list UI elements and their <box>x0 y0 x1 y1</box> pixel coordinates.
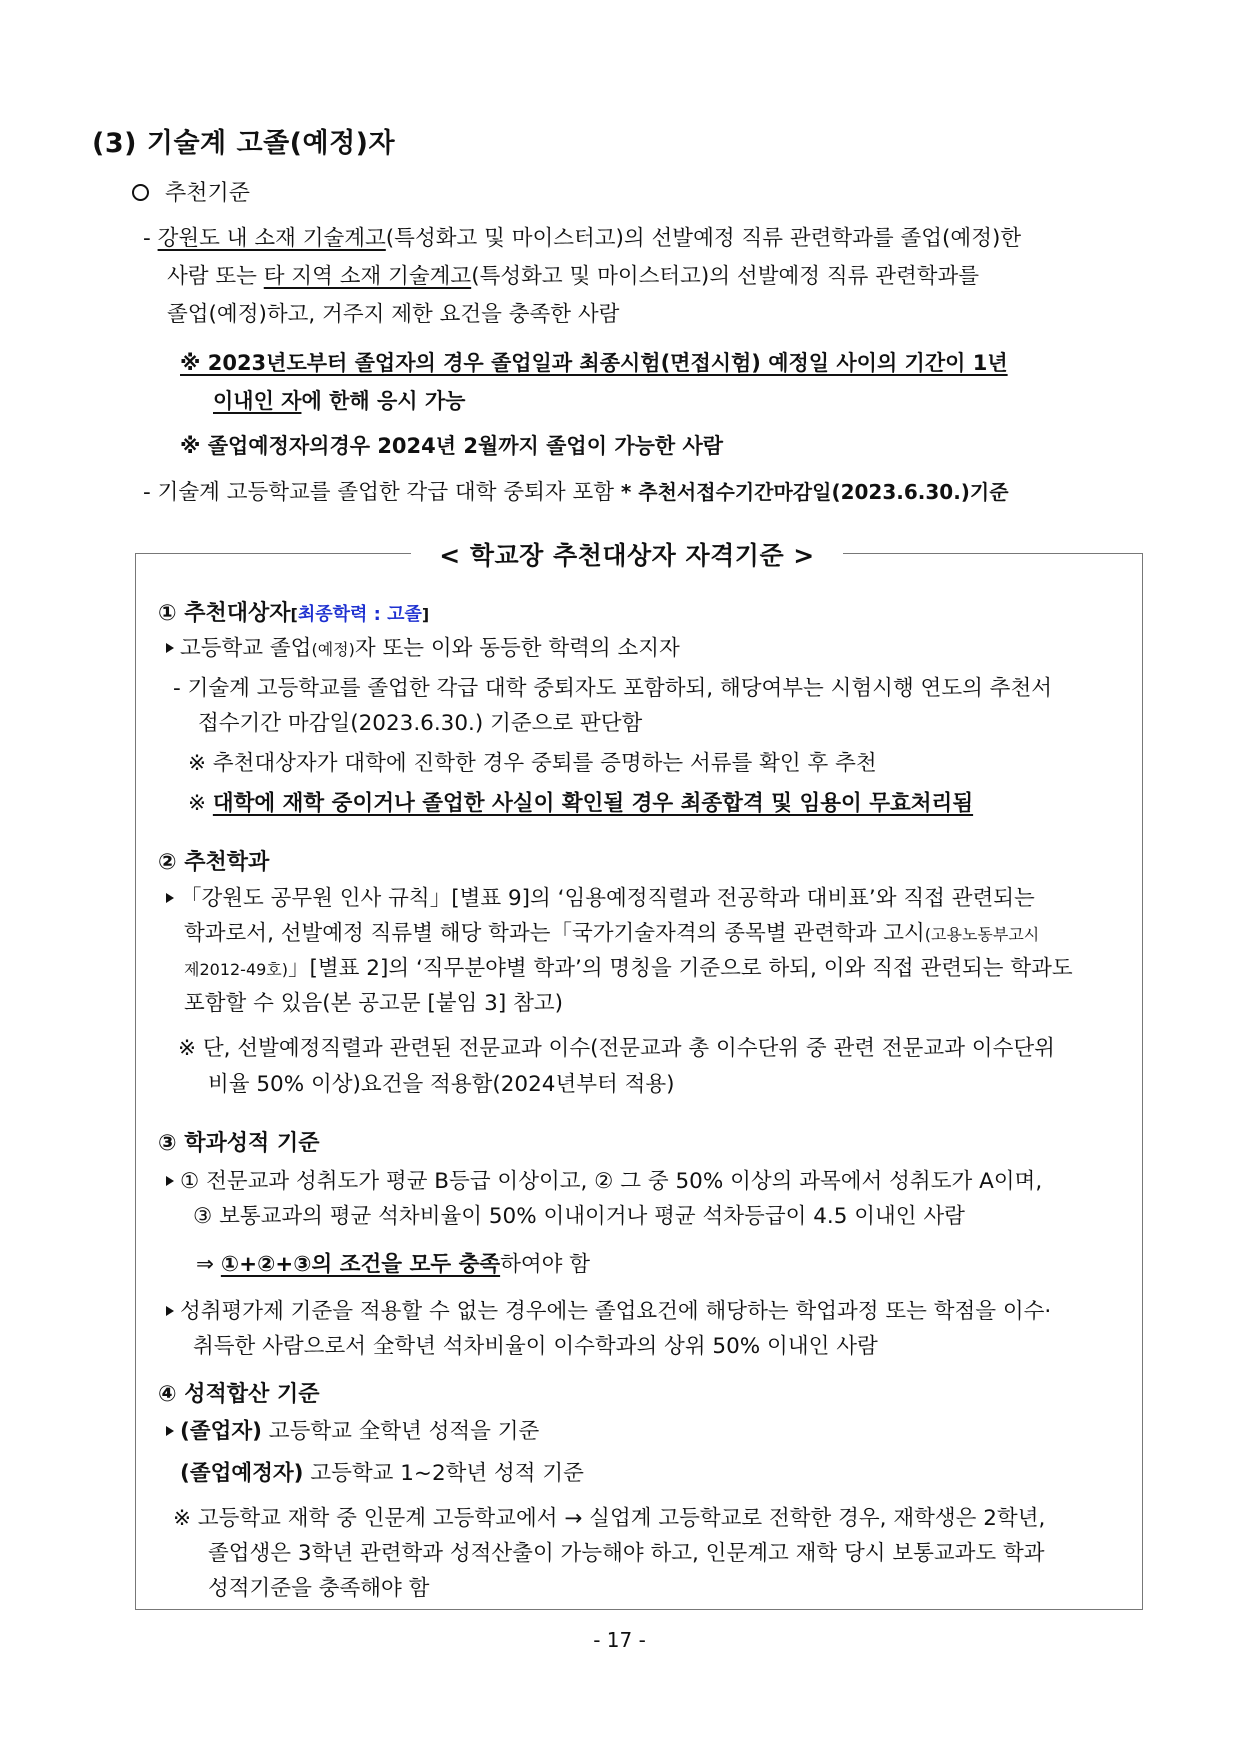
text: ※ <box>188 791 213 816</box>
box-title: < 학교장 추천대상자 자격기준 > <box>439 541 815 570</box>
s1-detail-1: - 기술계 고등학교를 졸업한 각급 대학 중퇴자도 포함하되, 해당여부는 시험시행 연도의 추천서 <box>173 676 1052 701</box>
dash: - <box>143 226 158 251</box>
section-title-text: ① 추천대상자 <box>158 601 291 626</box>
triangle-bullet-icon <box>166 643 174 653</box>
bracket: ] <box>421 605 430 624</box>
text: ⇒ <box>196 1252 221 1277</box>
criteria-line-2 <box>167 258 979 296</box>
text: 고등학교 졸업 <box>180 636 312 661</box>
s3-line-4 <box>166 1293 1051 1331</box>
triangle-bullet-icon <box>166 1306 174 1316</box>
final-education-highlight: 최종학력 : 고졸 <box>297 604 422 625</box>
text: (특성화고 및 마이스터고)의 선발예정 직류 관련학과를 졸업(예정)한 <box>385 226 1022 251</box>
text: 고등학교 全학년 성적을 기준 <box>261 1419 540 1444</box>
underlined-text: 타 지역 소재 기술계고 <box>263 264 472 289</box>
text: 하여야 함 <box>500 1252 591 1277</box>
s3-line-2: ③ 보통교과의 평균 석차비율이 50% 이내이거나 평균 석차등급이 4.5 이내인 사람 <box>193 1204 965 1229</box>
s2-line-2 <box>184 915 1039 954</box>
bold-label: (졸업자) <box>180 1419 262 1444</box>
triangle-bullet-icon <box>166 1426 174 1436</box>
section-4-title: ④ 성적합산 기준 <box>158 1382 320 1407</box>
s3-line-5: 취득한 사람으로서 全학년 석차비율이 이수학과의 상위 50% 이내인 사람 <box>193 1334 878 1359</box>
text: (특성화고 및 마이스터고)의 선발예정 직류 관련학과를 <box>471 264 980 289</box>
s4-note-3: 성적기준을 충족해야 함 <box>208 1576 430 1601</box>
bold-label: (졸업예정자) <box>180 1461 304 1486</box>
s4-line-1 <box>166 1413 539 1451</box>
note-expected-graduate: ※ 졸업예정자의경우 2024년 2월까지 졸업이 가능한 사람 <box>180 434 724 458</box>
criteria-line-3: 졸업(예정)하고, 거주지 제한 요건을 충족한 사람 <box>167 302 620 327</box>
s3-line-3 <box>196 1246 590 1284</box>
s2-line-3 <box>184 950 1073 989</box>
text: ① 전문교과 성취도가 평균 B등급 이상이고, ② 그 중 50% 이상의 과목에서 성취도가 A이며, <box>180 1169 1043 1194</box>
criteria-heading <box>132 176 250 207</box>
s1-note-1: ※ 추천대상자가 대학에 진학한 경우 중퇴를 증명하는 서류를 확인 후 추천 <box>188 751 877 776</box>
section-1-title <box>158 596 429 627</box>
underlined-bold-text: 대학에 재학 중이거나 졸업한 사실이 확인될 경우 최종합격 및 임용이 무효처리됨 <box>212 791 974 816</box>
text: 사람 또는 <box>167 264 264 289</box>
page-number: - 17 - <box>593 1628 646 1652</box>
text: 학과로서, 선발예정 직류별 해당 학과는「국가기술자격의 종목별 관련학과 고시 <box>184 921 925 946</box>
s1-detail-2: 접수기간 마감일(2023.6.30.) 기준으로 판단함 <box>198 711 643 736</box>
underlined-text: 이내인 자 <box>213 389 302 413</box>
note-graduate-period-2 <box>213 382 465 420</box>
s1-bullet-1 <box>166 630 680 669</box>
s2-note-1: ※ 단, 선발예정직렬과 관련된 전문교과 이수(전문교과 총 이수단위 중 관련 전문교과 이수단위 <box>178 1036 1055 1061</box>
section-2-title: ② 추천학과 <box>158 850 270 875</box>
text: 「강원도 공무원 인사 규칙」[별표 9]의 ‘임용예정직렬과 전공학과 대비표’와 직접 관련되는 <box>180 886 1035 911</box>
criteria-title: 추천기준 <box>165 181 251 206</box>
s2-line-1 <box>166 880 1035 918</box>
underlined-text: 강원도 내 소재 기술계고 <box>157 226 386 251</box>
bracket: [ <box>290 605 298 624</box>
text: 」[별표 2]의 ‘직무분야별 학과’의 명칭을 기준으로 하되, 이와 직접 관련되는 학과도 <box>288 956 1073 981</box>
underlined-bold-text: ①+②+③의 조건을 모두 충족 <box>220 1252 501 1277</box>
criteria-line-1 <box>143 220 1021 258</box>
s3-line-1 <box>166 1163 1042 1201</box>
text: 성취평가제 기준을 적용할 수 없는 경우에는 졸업요건에 해당하는 학업과정 또는 학점을 이수· <box>180 1299 1052 1324</box>
deadline-note: * 추천서접수기간마감일(2023.6.30.)기준 <box>620 480 1009 504</box>
triangle-bullet-icon <box>166 893 174 903</box>
tech-dropout-line <box>143 473 1009 512</box>
section-heading: (3) 기술계 고졸(예정)자 <box>92 128 396 159</box>
small-text: (고용노동부고시 <box>924 925 1040 944</box>
small-text: (예정) <box>311 640 355 659</box>
s1-note-2 <box>188 785 973 823</box>
s4-note-1: ※ 고등학교 재학 중 인문계 고등학교에서 → 실업계 고등학교로 전학한 경우, 재학생은 2학년, <box>173 1506 1046 1531</box>
section-3-title: ③ 학과성적 기준 <box>158 1131 320 1156</box>
triangle-bullet-icon <box>166 1176 174 1186</box>
text: - 기술계 고등학교를 졸업한 각급 대학 중퇴자 포함 <box>143 480 621 505</box>
note-graduate-period-1: ※ 2023년도부터 졸업자의 경우 졸업일과 최종시험(면접시험) 예정일 사이의 기간이 1년 <box>180 351 1008 375</box>
s4-line-2 <box>180 1455 584 1493</box>
circle-bullet-icon <box>132 184 149 201</box>
s2-line-4: 포함할 수 있음(본 공고문 [붙임 3] 참고) <box>184 991 564 1016</box>
text: 자 또는 이와 동등한 학력의 소지자 <box>354 636 680 661</box>
small-text: 제2012-49호) <box>184 960 289 979</box>
s4-note-2: 졸업생은 3학년 관련학과 성적산출이 가능해야 하고, 인문계고 재학 당시 보통교과도 학과 <box>208 1541 1045 1566</box>
s2-note-2: 비율 50% 이상)요건을 적용함(2024년부터 적용) <box>208 1072 675 1097</box>
text: 에 한해 응시 가능 <box>301 389 466 413</box>
text: 고등학교 1~2학년 성적 기준 <box>303 1461 584 1486</box>
